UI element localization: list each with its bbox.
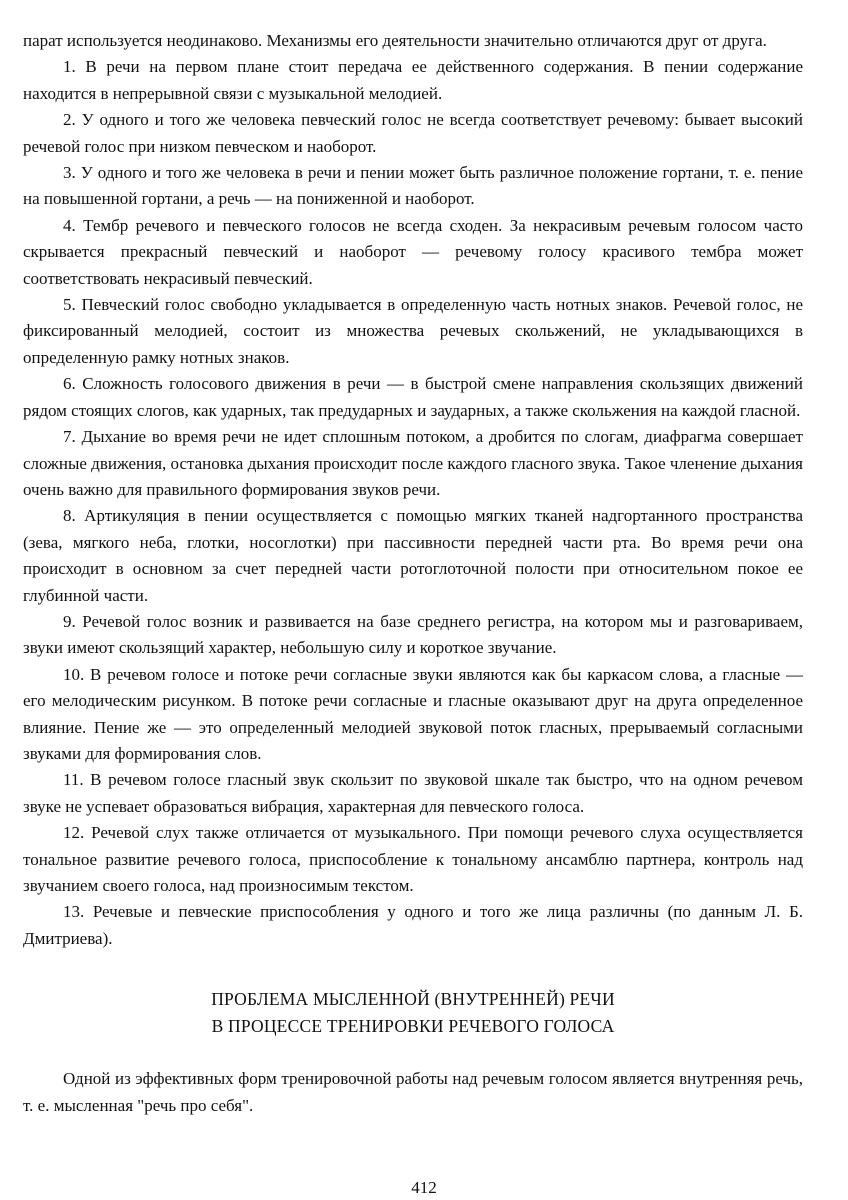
section-heading-line-2: В ПРОЦЕССЕ ТРЕНИРОВКИ РЕЧЕВОГО ГОЛОСА xyxy=(211,1016,615,1037)
page-body xyxy=(23,28,803,1119)
paragraph-item-9: 9. Речевой голос возник и развивается на базе среднего регистра, на котором мы и разговариваем, звуки имеют скользящий характер, небольшую силу и короткое звучание. xyxy=(23,611,803,658)
section-heading xyxy=(23,986,803,1040)
paragraph-intro: Одной из эффективных форм тренировочной работы над речевым голосом является внутренняя речь, т. е. мысленная "речь про себя". xyxy=(23,1069,803,1115)
paragraph-item-1: 1. В речи на первом плане стоит передача ее действенного содержания. В пении содержание находится в непрерывной связи с музыкальной мелодией. xyxy=(23,57,803,103)
paragraph-item-5: 5. Певческий голос свободно укладывается в определенную часть нотных знаков. Речевой голос, не фиксированный мелодией, состоит из множества речевых скольжений, не укладывающихся в определенную рамку нотных знаков. xyxy=(23,295,803,367)
paragraph-item-10: 10. В речевом голосе и потоке речи согласные звуки являются как бы каркасом слова, а гласные — его мелодическим рисунком. В потоке речи согласные и гласные оказывают друг на друга определенное влияние. Пение же — это определенный мелодией звуковой поток гласных, прерываемый согласными звуками для формирования слов. xyxy=(23,664,803,763)
paragraph-item-12: 12. Речевой слух также отличается от музыкального. При помощи речевого слуха осуществляется тональное развитие речевого голоса, приспособление к тональному ансамблю партнера, контроль над звучанием своего голоса, над произносимым текстом. xyxy=(23,823,803,895)
paragraph-item-7: 7. Дыхание во время речи не идет сплошным потоком, а дробится по слогам, диафрагма совершает сложные движения, остановка дыхания происходит после каждого гласного звука. Такое членение дыхания очень важно для правильного формирования звуков речи. xyxy=(23,427,803,499)
paragraph-item-11: 11. В речевом голосе гласный звук скользит по звуковой шкале так быстро, что на одном речевом звуке не успевает образоваться вибрация, характерная для певческого голоса. xyxy=(23,770,803,816)
paragraph-item-2: 2. У одного и того же человека певческий голос не всегда соответствует речевому: бывает высокий речевой голос при низком певческом и наоборот. xyxy=(23,110,803,156)
page-number: 412 xyxy=(411,1178,437,1197)
paragraph-item-4: 4. Тембр речевого и певческого голосов не всегда сходен. За некрасивым речевым голосом часто скрывается прекрасный певческий и наоборот — речевому голосу красивого тембра может соответствовать некрасивый певческий. xyxy=(23,215,803,288)
paragraph-item-8: 8. Артикуляция в пении осуществляется с помощью мягких тканей надгортанного пространства (зева, мягкого неба, глотки, носоглотки) при пассивности передней части рта. Во время речи она происходит в основном за счет передней части ротоглоточной полости при относительном покое ее глубинной части. xyxy=(23,506,803,605)
paragraph-item-13: 13. Речевые и певческие приспособления у одного и того же лица различны (по данным Л. Б. Дмитриева). xyxy=(23,902,803,948)
section-heading-line-1: ПРОБЛЕМА МЫСЛЕННОЙ (ВНУТРЕННЕЙ) РЕЧИ xyxy=(211,989,615,1010)
paragraph-item-3: 3. У одного и того же человека в речи и пении может быть различное положение гортани, т. е. пение на повышенной гортани, а речь — на пониженной и наоборот. xyxy=(23,163,803,209)
paragraph-item-6: 6. Сложность голосового движения в речи — в быстрой смене направления скользящих движений рядом стоящих слогов, как ударных, так предударных и заударных, а также скольжения на каждой гласной. xyxy=(23,374,803,420)
paragraph-continuation: парат используется неодинаково. Механизмы его деятельности значительно отличаются друг от друга. xyxy=(23,31,767,50)
